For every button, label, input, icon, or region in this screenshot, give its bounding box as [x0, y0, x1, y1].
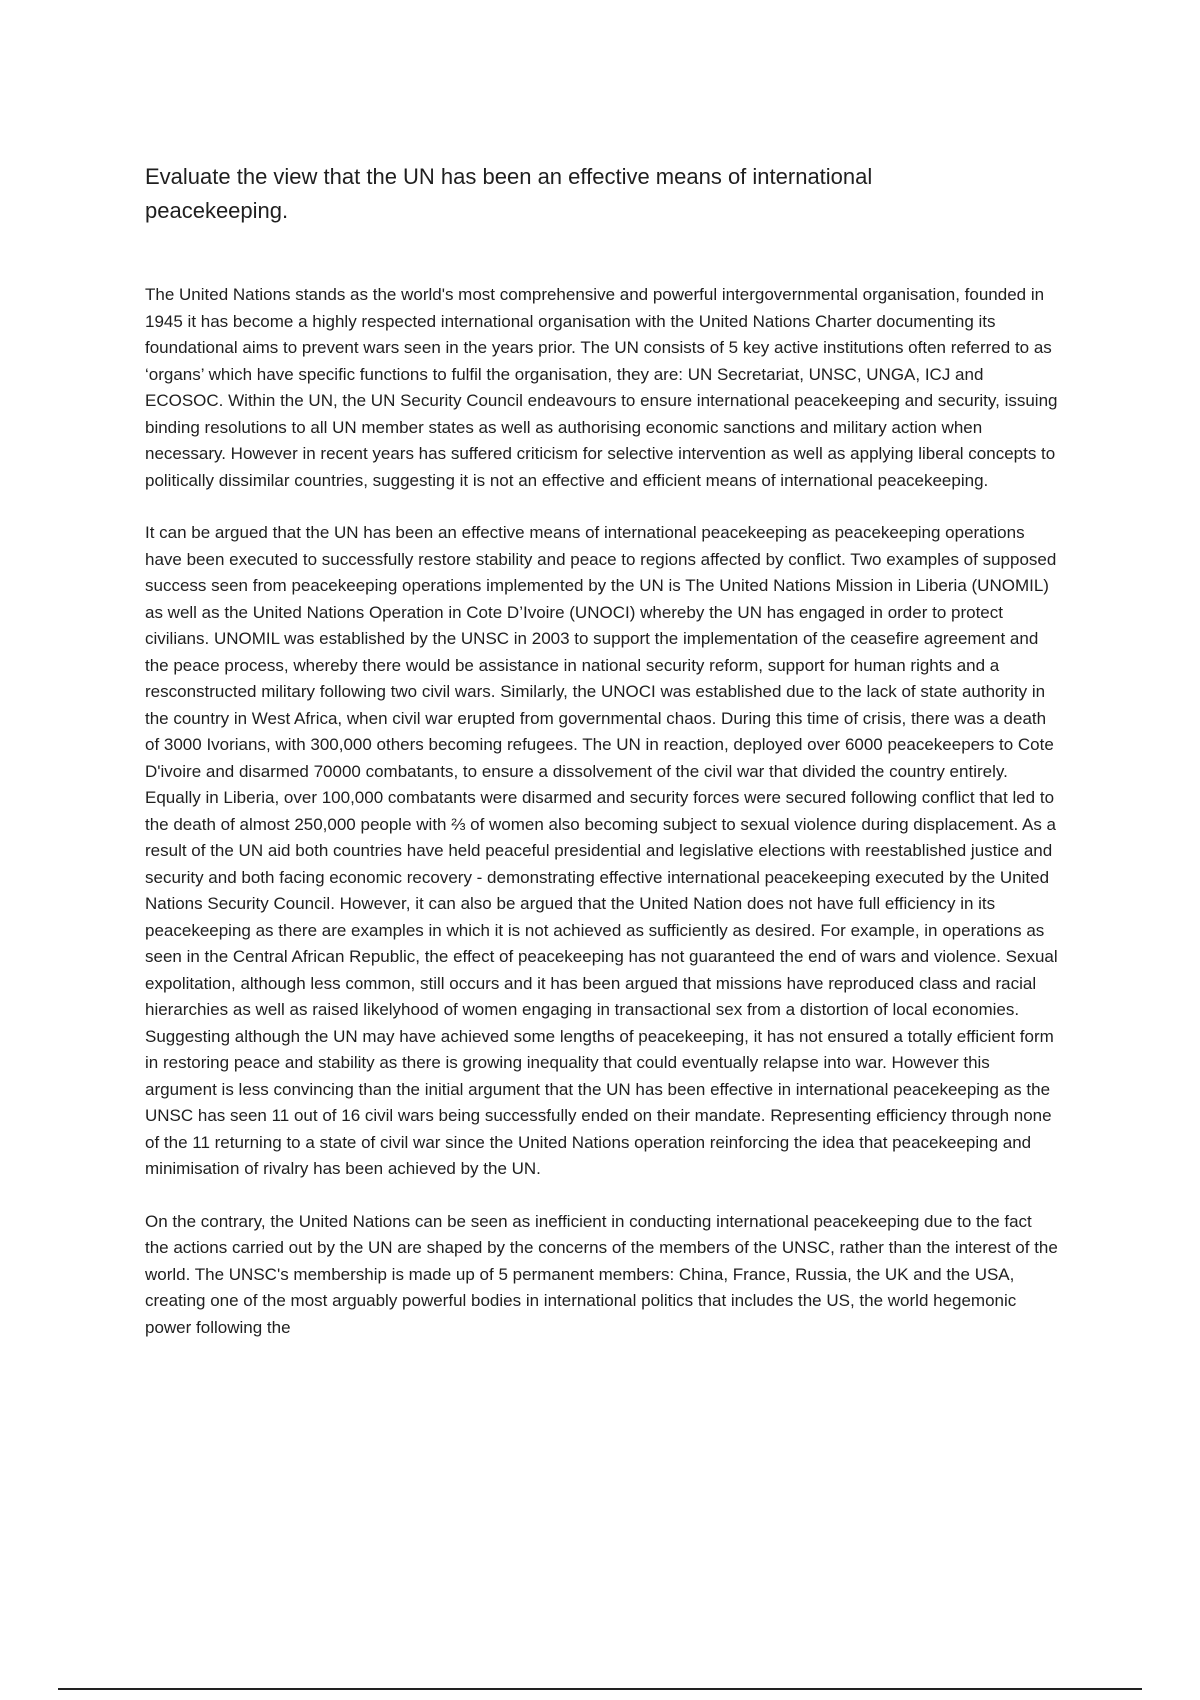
essay-title: Evaluate the view that the UN has been an effective means of international peacekeeping. — [145, 164, 873, 223]
page-bottom-divider — [58, 1688, 1142, 1690]
paragraph-introduction: The United Nations stands as the world's most comprehensive and powerful intergovernmental organisation, founded in 1945 it has become a highly respected international organisation with the United Nations Charter documenting its foundational aims to prevent wars seen in the years prior. The UN consists of 5 key active institutions often referred to as ‘organs’ which have specific functions to fulfil the organisation, they are: UN Secretariat, UNSC, UNGA, ICJ and ECOSOC. Within the UN, the UN Security Council endeavours to ensure international peacekeeping and security, issuing binding resolutions to all UN member states as well as authorising economic sanctions and military action when necessary. However in recent years has suffered criticism for selective intervention as well as applying liberal concepts to politically dissimilar countries, suggesting it is not an effective and efficient means of international peacekeeping. — [145, 285, 1058, 490]
paragraph-argument-effective: It can be argued that the UN has been an effective means of international peacekeeping as peacekeeping operations have been executed to successfully restore stability and peace to regions affected by conflict. Two examples of supposed success seen from peacekeeping operations implemented by the UN is The United Nations Mission in Liberia (UNOMIL) as well as the United Nations Operation in Cote D’Ivoire (UNOCI) whereby the UN has engaged in order to protect civilians. UNOMIL was established by the UNSC in 2003 to support the implementation of the ceasefire agreement and the peace process, whereby there would be assistance in national security reform, support for human rights and a resconstructed military following two civil wars. Similarly, the UNOCI was established due to the lack of state authority in the country in West Africa, when civil war erupted from governmental chaos. During this time of crisis, there was a death of 3000 Ivorians, with 300,000 others becoming refugees. The UN in reaction, deployed over 6000 peacekeepers to Cote D'ivoire and disarmed 70000 combatants, to ensure a dissolvement of the civil war that divided the country entirely. Equally in Liberia, over 100,000 combatants were disarmed and security forces were secured following conflict that led to the death of almost 250,000 people with ⅔ of women also becoming subject to sexual violence during displacement. As a result of the UN aid both countries have held peaceful presidential and legislative elections with reestablished justice and security and both facing economic recovery - demonstrating effective international peacekeeping executed by the United Nations Security Council. However, it can also be argued that the United Nation does not have full efficiency in its peacekeeping as there are examples in which it is not achieved as sufficiently as desired. For example, in operations as seen in the Central African Republic, the effect of peacekeeping has not guaranteed the end of wars and violence. Sexual expolitation, although less common, still occurs and it has been argued that missions have reproduced class and racial hierarchies as well as raised likelyhood of women engaging in transactional sex from a distortion of local economies. Suggesting although the UN may have achieved some lengths of peacekeeping, it has not ensured a totally efficient form in restoring peace and stability as there is growing inequality that could eventually relapse into war. However this argument is less convincing than the initial argument that the UN has been effective in international peacekeeping as the UNSC has seen 11 out of 16 civil wars being successfully ended on their mandate. Representing efficiency through none of the 11 returning to a state of civil war since the United Nations operation reinforcing the idea that peacekeeping and minimisation of rivalry has been achieved by the UN. — [145, 523, 1058, 1178]
essay-body — [145, 282, 1060, 1367]
paragraph-counter-argument: On the contrary, the United Nations can be seen as inefficient in conducting international peacekeeping due to the fact the actions carried out by the UN are shaped by the concerns of the members of the UNSC, rather than the interest of the world. The UNSC's membership is made up of 5 permanent members: China, France, Russia, the UK and the USA, creating one of the most arguably powerful bodies in international politics that includes the US, the world hegemonic power following the — [145, 1211, 1058, 1337]
